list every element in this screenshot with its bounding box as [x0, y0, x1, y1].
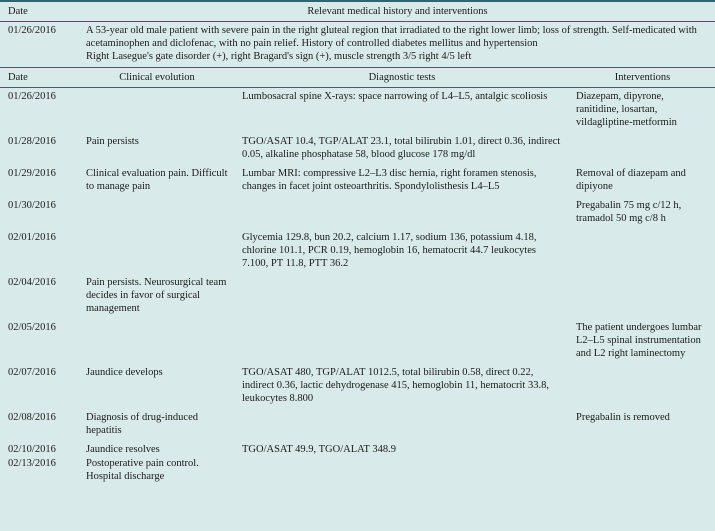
date-cell: 02/01/2016 [8, 232, 56, 243]
table-row [0, 409, 715, 441]
evolution-cell: Jaundice develops [86, 367, 163, 378]
date-cell: 02/10/2016 [8, 444, 56, 455]
history-header-title: Relevant medical history and interventions [78, 1, 715, 22]
table-row [0, 197, 715, 229]
interventions-cell [568, 364, 715, 409]
interventions-cell [568, 441, 715, 457]
history-header-date: Date [0, 1, 78, 22]
date-cell: 02/08/2016 [8, 412, 56, 423]
tests-cell: Lumbar MRI: compressive L2–L3 disc hernia, right foramen stenosis, changes in facet joint osteoarthritis. Spondylolisthesis L4–L5 [242, 168, 537, 192]
tests-cell [234, 274, 568, 319]
table-row [0, 457, 715, 487]
tests-cell: Lumbosacral spine X-rays: space narrowing of L4–L5, antalgic scoliosis [242, 91, 548, 102]
date-cell: 01/30/2016 [8, 200, 56, 211]
evolution-cell [78, 229, 234, 274]
date-cell: 01/28/2016 [8, 136, 56, 147]
table-row [0, 165, 715, 197]
timeline-header-evolution: Clinical evolution [78, 68, 234, 88]
tests-cell [234, 457, 568, 487]
timeline-header-interventions: Interventions [568, 68, 715, 88]
table-row [0, 229, 715, 274]
table-row [0, 133, 715, 165]
evolution-cell: Postoperative pain control. Hospital discharge [86, 458, 199, 482]
interventions-cell: Pregabalin 75 mg c/12 h, tramadol 50 mg c/8 h [576, 200, 682, 224]
timeline-header-date: Date [0, 68, 78, 88]
timeline-header-tests: Diagnostic tests [234, 68, 568, 88]
history-row [0, 22, 715, 68]
date-cell: 01/26/2016 [8, 91, 56, 102]
date-cell: 02/05/2016 [8, 322, 56, 333]
table-row [0, 274, 715, 319]
evolution-cell: Pain persists [86, 136, 139, 147]
tests-cell: TGO/ASAT 480, TGP/ALAT 1012.5, total bilirubin 0.58, direct 0.22, indirect 0.36, lactic dehydrogenase 415, hemoglobin 11, hematocrit 33.8, leukocytes 8.800 [242, 367, 549, 404]
history-table [0, 0, 715, 67]
history-text-cell [78, 22, 715, 68]
timeline-header-row [0, 68, 715, 88]
evolution-cell: Clinical evaluation pain. Difficult to manage pain [86, 168, 228, 192]
interventions-cell: Removal of diazepam and dipiyone [576, 168, 686, 192]
tests-cell: TGO/ASAT 49.9, TGO/ALAT 348.9 [242, 444, 397, 455]
history-header-row [0, 1, 715, 22]
history-paragraph: A 53-year old male patient with severe pain in the right gluteal region that irradiated to the right lower limb; loss of strength. Self-medicated with acetaminophen and diclofenac, with no pain relief. History of controlled diabetes mellitus and hypertension [86, 25, 697, 49]
history-exam-paragraph: Right Lasegue's gate disorder (+), right Bragard's sign (+), muscle strength 3/5 right 4/5 left [86, 51, 472, 62]
tests-cell: TGO/ASAT 10.4, TGP/ALAT 23.1, total bilirubin 1.01, direct 0.36, indirect 0.05, alkaline phosphatase 58, blood glucose 178 mg/dl [242, 136, 561, 160]
table-row [0, 319, 715, 364]
table-row [0, 364, 715, 409]
evolution-cell: Pain persists. Neurosurgical team decides in favor of surgical management [86, 277, 227, 314]
interventions-cell [568, 229, 715, 274]
date-cell: 02/07/2016 [8, 367, 56, 378]
interventions-cell: The patient undergoes lumbar L2–L5 spinal instrumentation and L2 right laminectomy [576, 322, 702, 359]
evolution-cell [78, 319, 234, 364]
evolution-cell [78, 197, 234, 229]
date-cell: 02/13/2016 [8, 458, 56, 469]
tests-cell [234, 197, 568, 229]
date-cell: 02/04/2016 [8, 277, 56, 288]
interventions-cell [568, 133, 715, 165]
interventions-cell [568, 274, 715, 319]
history-date-cell: 01/26/2016 [8, 25, 56, 36]
timeline-table [0, 67, 715, 487]
evolution-cell [78, 88, 234, 134]
tests-cell [234, 409, 568, 441]
date-cell: 01/29/2016 [8, 168, 56, 179]
table-row [0, 88, 715, 134]
table-row [0, 441, 715, 457]
evolution-cell: Jaundice resolves [86, 444, 160, 455]
interventions-cell [568, 457, 715, 487]
interventions-cell: Diazepam, dipyrone, ranitidine, losartan, vildagliptine-metformin [576, 91, 677, 128]
tests-cell: Glycemia 129.8, bun 20.2, calcium 1.17, sodium 136, potassium 4.18, chlorine 101.1, PCR 0.19, hemoglobin 16, hematocrit 44.7 leukocytes 7.100, PT 11.8, PTT 36.2 [242, 232, 537, 269]
interventions-cell: Pregabalin is removed [576, 412, 670, 423]
evolution-cell: Diagnosis of drug-induced hepatitis [86, 412, 198, 436]
tests-cell [234, 319, 568, 364]
